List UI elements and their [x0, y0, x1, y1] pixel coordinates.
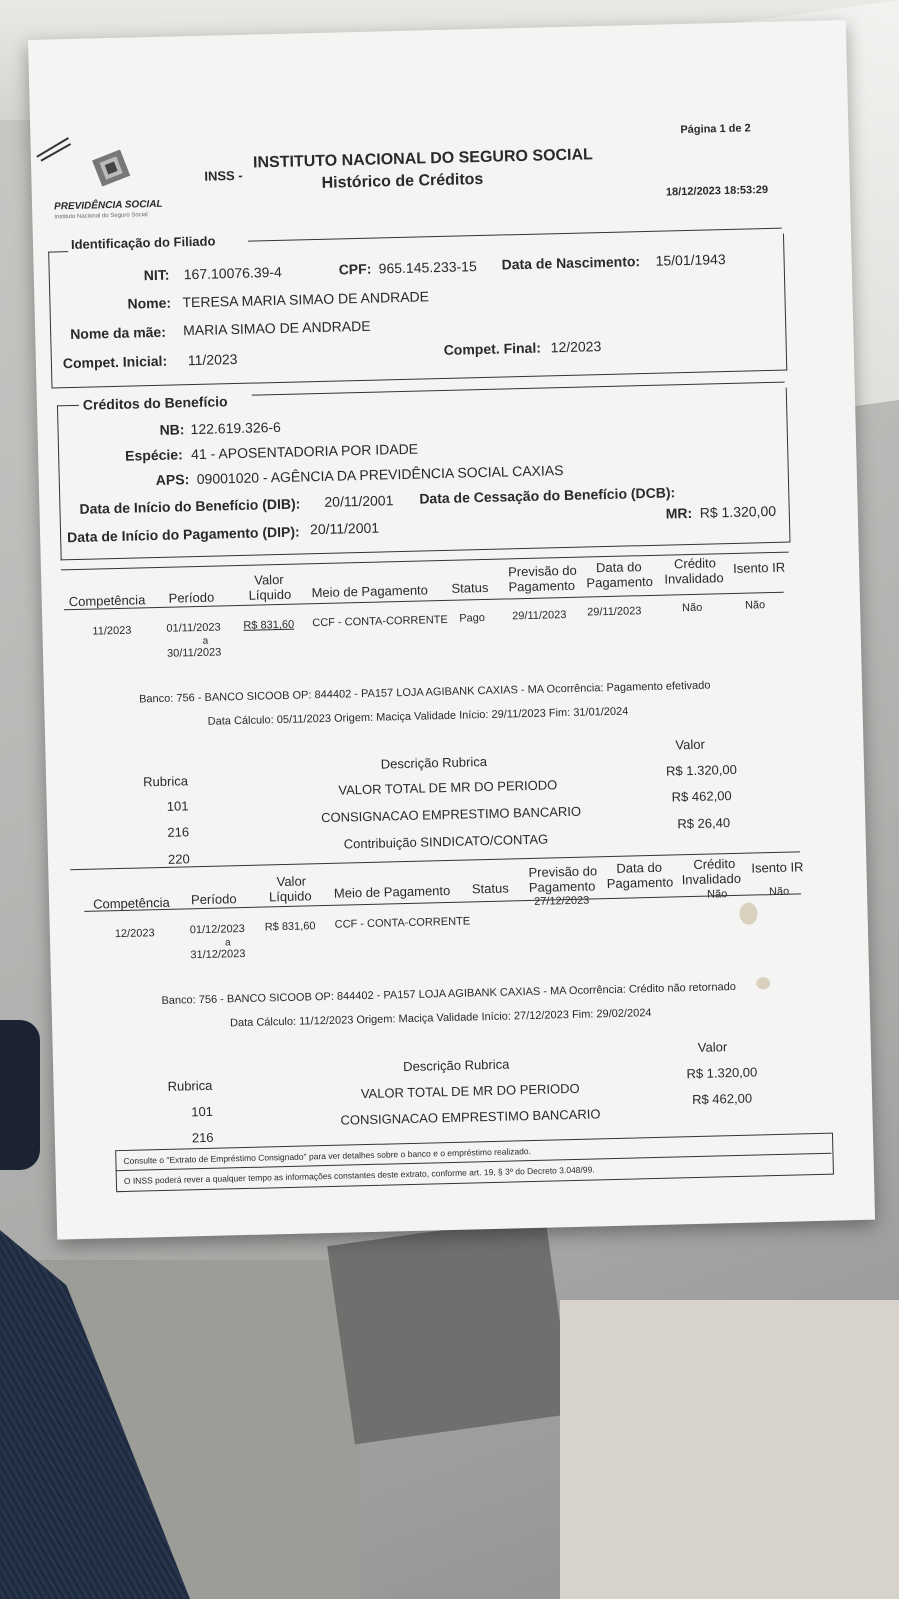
page-number: Página 1 de 2: [680, 122, 751, 137]
credit-valor-liquido: R$ 831,60: [243, 618, 295, 632]
name-label: Nome:: [127, 294, 172, 312]
credit-data-pagamento: 29/11/2023: [587, 605, 642, 619]
rubrica-desc: CONSIGNACAO EMPRESTIMO BANCARIO: [320, 803, 582, 826]
credit-periodo-inicio: 01/11/2023: [166, 621, 221, 635]
background-tile-dark: [327, 1216, 573, 1445]
credit-periodo-fim: 31/12/2023: [190, 947, 246, 962]
credit-periodo-a: a: [224, 937, 231, 949]
col-liquido: Líquido: [268, 888, 312, 905]
logo-name: PREVIDÊNCIA SOCIAL: [53, 198, 163, 213]
compet-final-value: 12/2023: [550, 338, 602, 356]
org-prefix: INSS -: [204, 167, 243, 184]
document-paper: [28, 20, 875, 1240]
credit-banco-line: Banco: 756 - BANCO SICOOB OP: 844402 - PA157 LOJA AGIBANK CAXIAS - MA Ocorrência: Pagamento efetivado: [138, 679, 711, 706]
col-isento: Isento IR: [751, 859, 804, 876]
descricao-header: Descrição Rubrica: [380, 754, 488, 772]
rubrica-desc: VALOR TOTAL DE MR DO PERIODO: [360, 1080, 580, 1102]
especie-label: Espécie:: [124, 446, 183, 464]
rubrica-desc: Contribuição SINDICATO/CONTAG: [343, 831, 549, 852]
credit-invalidado: Não: [681, 601, 703, 615]
nb-value: 122.619.326-6: [190, 418, 282, 438]
col-liquido: Líquido: [248, 586, 292, 603]
credit-banco-line: Banco: 756 - BANCO SICOOB OP: 844402 - PA157 LOJA AGIBANK CAXIAS - MA Ocorrência: Crédito não retornado: [161, 980, 737, 1008]
col-status: Status: [451, 579, 489, 596]
rubrica-valor: R$ 462,00: [671, 788, 732, 805]
credit-periodo-fim: 30/11/2023: [166, 646, 222, 660]
rubrica-code: 220: [167, 851, 190, 867]
rubrica-code: 216: [191, 1129, 214, 1146]
credit-periodo-a: a: [202, 635, 209, 647]
valor-header: Valor: [675, 736, 705, 753]
credit-status: Pago: [459, 612, 486, 625]
dib-value: 20/11/2001: [324, 492, 394, 510]
aps-label: APS:: [155, 471, 190, 489]
col-periodo: Período: [190, 891, 237, 908]
dip-label: Data de Início do Pagamento (DIP):: [66, 523, 300, 546]
col-pagamento2: Pagamento: [606, 874, 674, 892]
descricao-header: Descrição Rubrica: [403, 1056, 510, 1075]
dob-label: Data de Nascimento:: [501, 253, 641, 273]
cpf-value: 965.145.233-15: [378, 258, 477, 277]
col-periodo: Período: [168, 589, 215, 606]
footer-note-1: Consulte o "Extrato de Empréstimo Consignado" para ver detalhes sobre o banco e o empréstimo realizado.: [123, 1146, 532, 1167]
credit-meio: CCF - CONTA-CORRENTE: [312, 613, 448, 630]
benefit-section-title: Créditos do Benefício: [82, 393, 228, 413]
compet-inicial-value: 11/2023: [187, 350, 238, 369]
compet-final-label: Compet. Final:: [443, 339, 542, 358]
credit-previsao: 27/12/2023: [534, 894, 590, 908]
credit-competencia: 11/2023: [92, 624, 132, 638]
mr-label: MR:: [665, 504, 693, 522]
org-name: INSTITUTO NACIONAL DO SEGURO SOCIAL: [252, 146, 594, 172]
jeans-edge: [0, 1020, 40, 1170]
col-pagamento: Pagamento: [508, 577, 576, 595]
rubrica-code: 101: [166, 798, 189, 814]
col-meio: Meio de Pagamento: [333, 882, 451, 901]
rubrica-valor: R$ 1.320,00: [665, 761, 738, 779]
rubrica-desc: VALOR TOTAL DE MR DO PERIODO: [338, 777, 558, 798]
credit-competencia: 12/2023: [114, 927, 155, 941]
col-pagamento: Pagamento: [528, 878, 596, 896]
nb-label: NB:: [159, 421, 185, 438]
rubrica-desc: CONSIGNACAO EMPRESTIMO BANCARIO: [340, 1106, 601, 1128]
rubrica-valor: R$ 1.320,00: [686, 1064, 758, 1082]
mr-value: R$ 1.320,00: [699, 502, 777, 521]
rubrica-valor: R$ 462,00: [691, 1090, 753, 1108]
rubrica-header: Rubrica: [142, 773, 189, 790]
col-credito: Crédito: [693, 855, 736, 872]
rubrica-code: 216: [167, 824, 190, 840]
timestamp: 18/12/2023 18:53:29: [665, 183, 769, 199]
col-meio: Meio de Pagamento: [311, 582, 429, 601]
credit-isento: Não: [744, 599, 766, 612]
cpf-label: CPF:: [338, 260, 372, 278]
stain: [739, 902, 758, 924]
col-isento: Isento IR: [732, 559, 786, 576]
mother-label: Nome da mãe:: [70, 323, 167, 343]
affiliate-section-title: Identificação do Filiado: [70, 233, 216, 253]
logo-subtitle: Instituto Nacional do Seguro Social: [54, 212, 148, 221]
col-invalidado: Invalidado: [664, 570, 724, 587]
name-value: TERESA MARIA SIMAO DE ANDRADE: [182, 288, 430, 311]
doc-title: Histórico de Créditos: [321, 170, 484, 192]
credit-invalidado: Não: [706, 888, 728, 901]
stain: [756, 977, 770, 989]
dcb-label: Data de Cessação do Benefício (DCB):: [419, 484, 676, 507]
credit-meio: CCF - CONTA-CORRENTE: [334, 915, 471, 931]
col-valor: Valor: [254, 571, 284, 588]
nit-value: 167.10076.39-4: [183, 263, 283, 283]
dib-label: Data de Início do Benefício (DIB):: [79, 495, 301, 517]
dob-value: 15/01/1943: [655, 251, 726, 269]
background-tile-light: [560, 1300, 899, 1599]
rubrica-code: 101: [191, 1103, 214, 1120]
col-competencia: Competência: [68, 592, 146, 610]
previdencia-logo-icon: [86, 149, 137, 186]
col-competencia: Competência: [92, 894, 170, 912]
aps-value: 09001020 - AGÊNCIA DA PREVIDÊNCIA SOCIAL CAXIAS: [196, 462, 564, 488]
credit-valor-liquido: R$ 831,60: [264, 920, 316, 934]
credit-calculo-line: Data Cálculo: 11/12/2023 Origem: Maciça Validade Início: 27/12/2023 Fim: 29/02/2024: [229, 1007, 652, 1030]
nit-label: NIT:: [143, 266, 170, 284]
compet-inicial-label: Compet. Inicial:: [62, 352, 168, 372]
credit-isento: Não: [768, 885, 790, 899]
col-status: Status: [471, 880, 509, 897]
col-pagamento2: Pagamento: [586, 573, 654, 591]
col-previsao: Previsão do: [507, 562, 577, 580]
rubrica-valor: R$ 26,40: [677, 815, 731, 832]
valor-header: Valor: [697, 1039, 728, 1055]
rubrica-header: Rubrica: [167, 1077, 213, 1094]
especie-value: 41 - APOSENTADORIA POR IDADE: [190, 440, 419, 463]
col-valor: Valor: [276, 873, 307, 890]
dip-value: 20/11/2001: [309, 519, 380, 538]
col-data-do: Data do: [595, 559, 642, 576]
pen-mark-icon: [32, 134, 73, 165]
credit-calculo-line: Data Cálculo: 05/11/2023 Origem: Maciça Validade Início: 29/11/2023 Fim: 31/01/2024: [207, 705, 629, 728]
col-data-do: Data do: [616, 859, 663, 876]
col-credito: Crédito: [673, 555, 717, 572]
mother-value: MARIA SIMAO DE ANDRADE: [182, 317, 371, 339]
col-previsao: Previsão do: [528, 863, 598, 881]
col-invalidado: Invalidado: [681, 870, 742, 888]
footer-note-2: O INSS poderá rever a qualquer tempo as informações constantes deste extrato, conforme art. 19, § 3º do Decreto 3.048/99.: [123, 1164, 595, 1186]
credit-periodo-inicio: 01/12/2023: [189, 922, 245, 937]
credit-previsao: 29/11/2023: [512, 609, 567, 623]
